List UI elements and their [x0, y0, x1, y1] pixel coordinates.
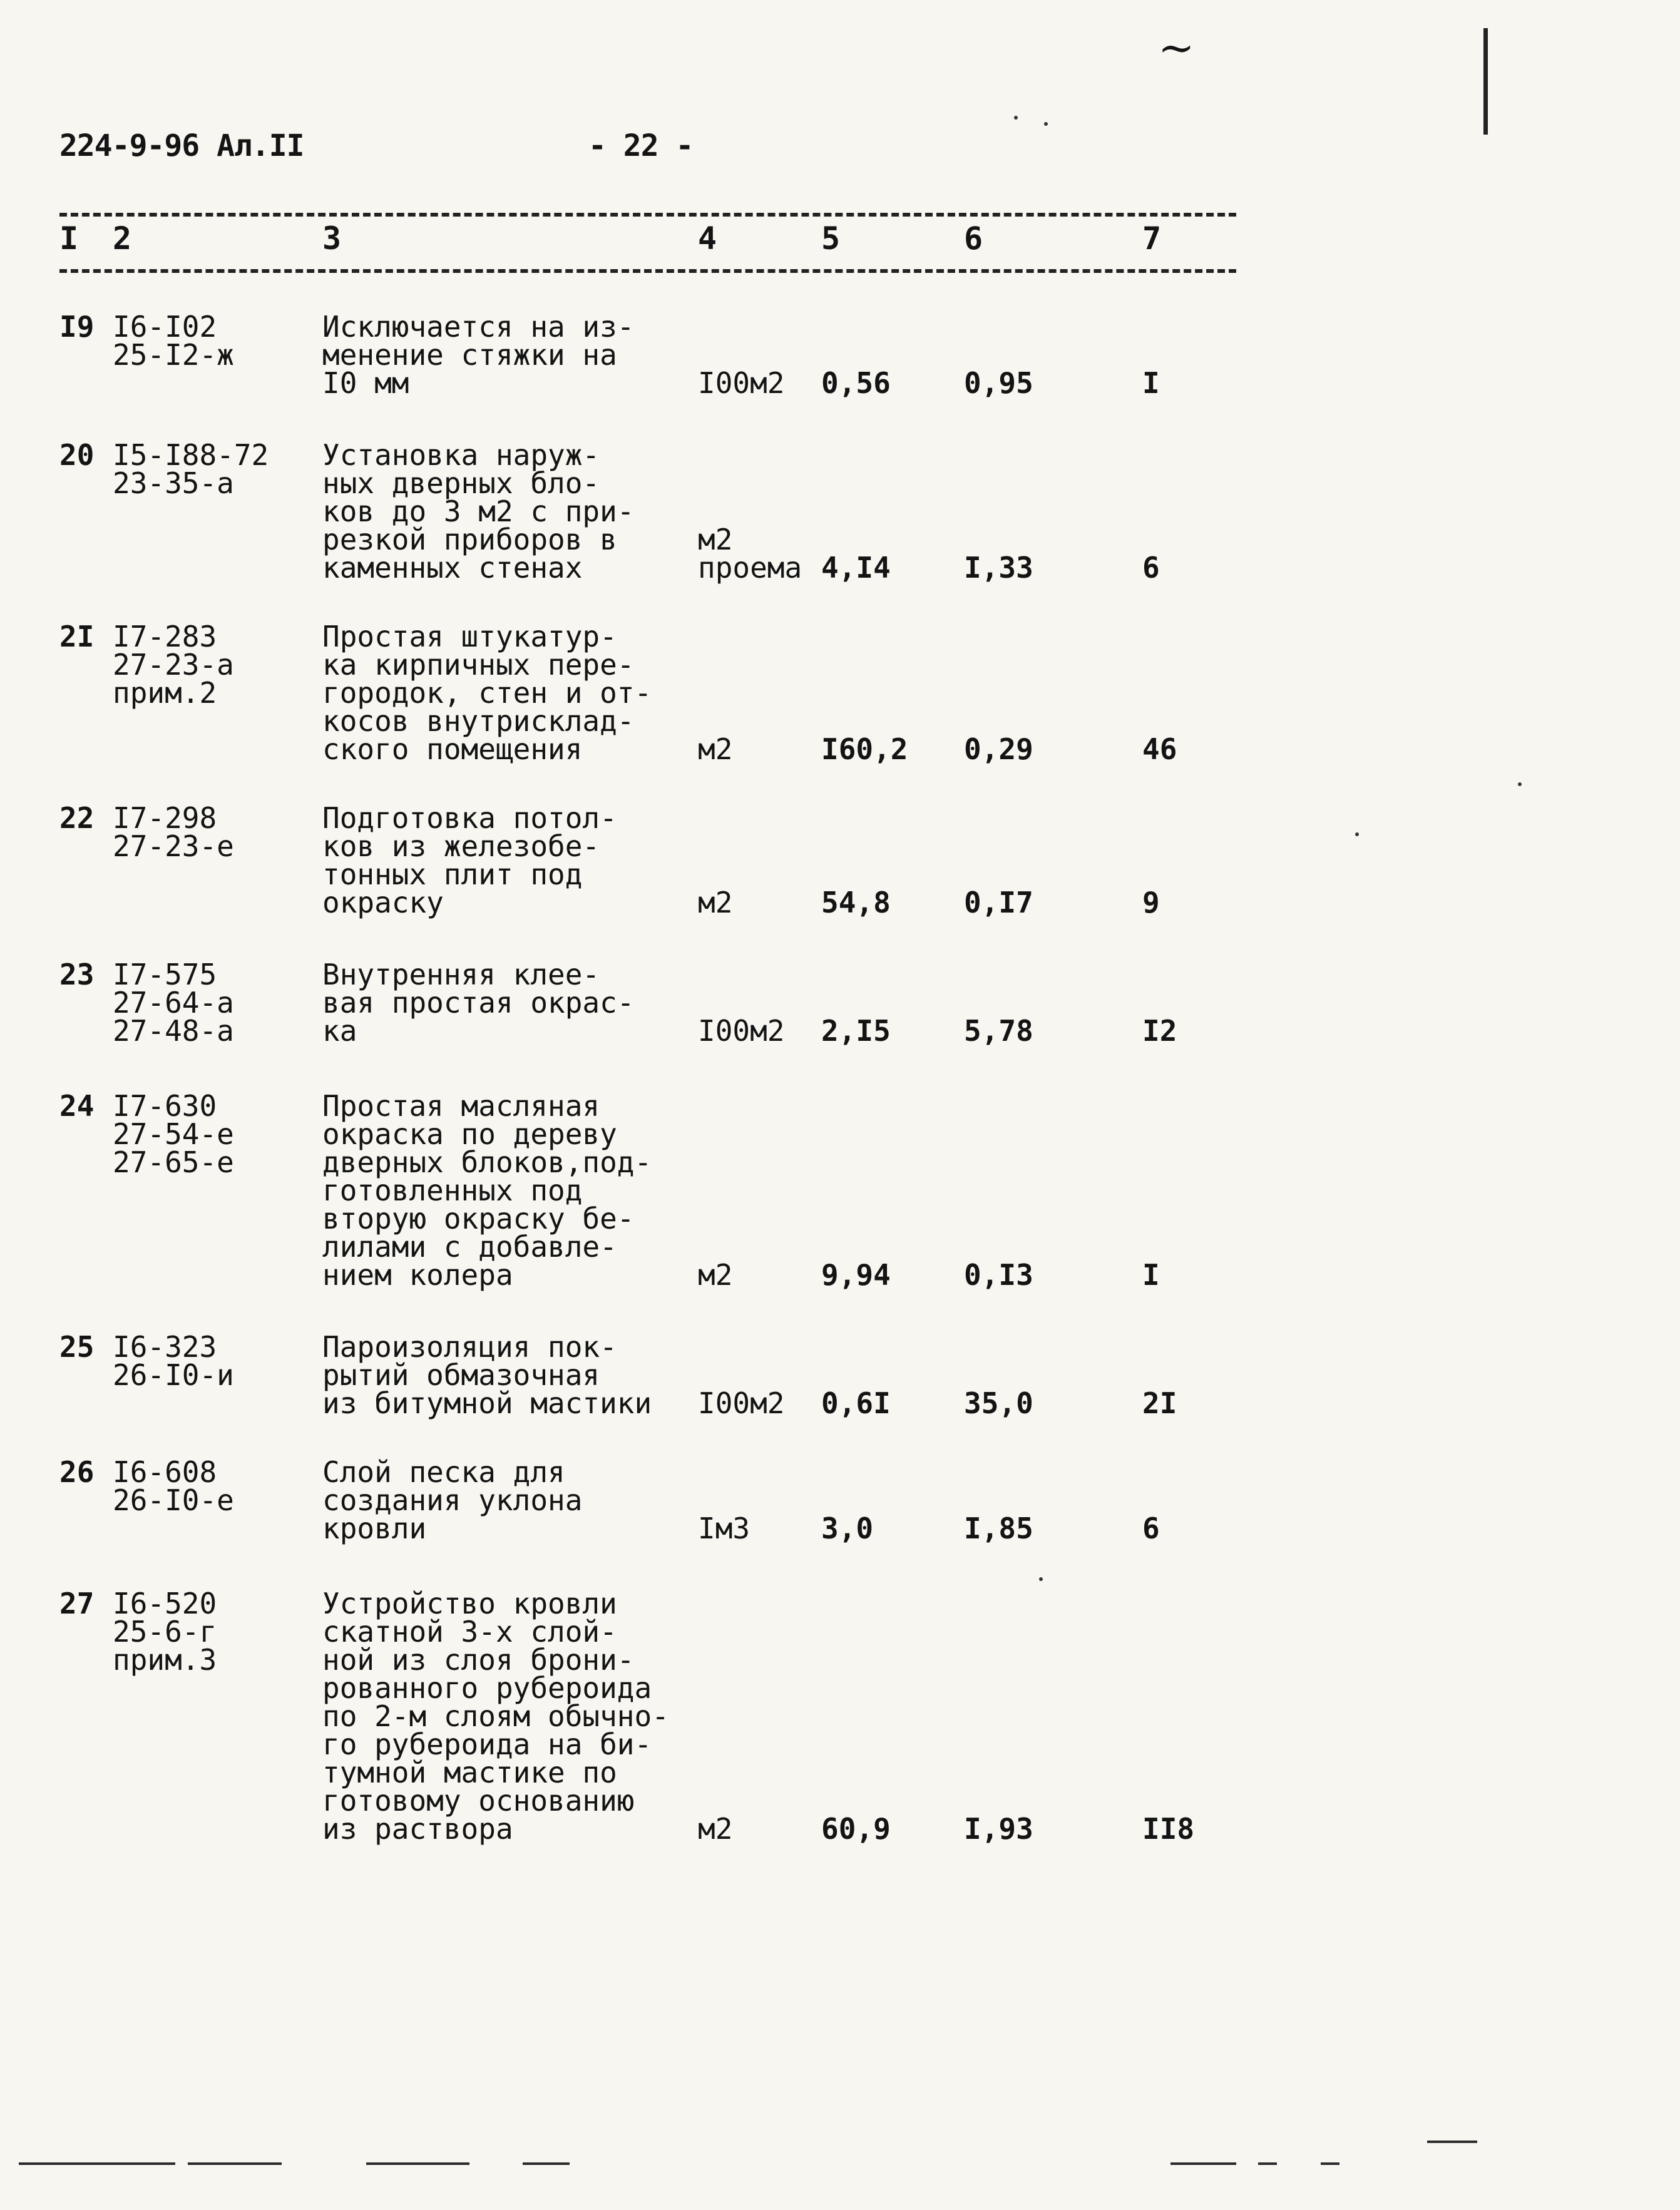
- row-number: 2I: [59, 620, 95, 653]
- document-code: 224-9-96 Ал.II: [59, 128, 304, 163]
- work-description: Слой песка для создания уклона кровли: [322, 1455, 583, 1545]
- work-description: Исключается на из- менение стяжки на I0 мм: [322, 310, 635, 400]
- column-header-3: 3: [322, 220, 342, 257]
- row-number: I9: [59, 310, 95, 344]
- unit-rate: 0,I7: [964, 886, 1033, 919]
- unit-rate: 35,0: [964, 1386, 1033, 1420]
- footer-stroke: [188, 2162, 238, 2165]
- column-header-6: 6: [964, 220, 983, 257]
- footer-stroke: [1427, 2141, 1477, 2143]
- norm-codes: I7-630 27-54-е 27-65-е: [113, 1089, 234, 1179]
- total-value: I: [1142, 366, 1160, 400]
- unit-of-measure: м2: [698, 1258, 733, 1292]
- norm-codes: I6-I02 25-I2-ж: [113, 310, 234, 372]
- row-number: 23: [59, 958, 95, 991]
- norm-codes: I6-520 25-6-г прим.3: [113, 1587, 217, 1677]
- unit-rate: 0,I3: [964, 1258, 1033, 1292]
- scan-speck: [1044, 122, 1048, 126]
- norm-codes: I6-323 26-I0-и: [113, 1330, 234, 1392]
- work-description: Установка наруж- ных дверных бло- ков до 3 м2 с при- резкой приборов в каменных стенах: [322, 438, 635, 585]
- row-number: 20: [59, 438, 95, 472]
- row-number: 24: [59, 1089, 95, 1123]
- norm-codes: I7-575 27-64-а 27-48-а: [113, 958, 234, 1048]
- quantity: 4,I4: [821, 551, 891, 585]
- row-number: 26: [59, 1455, 95, 1489]
- scan-edge-mark: [1483, 28, 1488, 135]
- norm-codes: I7-298 27-23-е: [113, 801, 234, 863]
- total-value: II8: [1142, 1812, 1195, 1846]
- total-value: 46: [1142, 732, 1177, 766]
- unit-rate: I,33: [964, 551, 1033, 585]
- footer-stroke: [19, 2162, 175, 2165]
- total-value: I2: [1142, 1014, 1177, 1048]
- unit-rate: I,93: [964, 1812, 1033, 1846]
- total-value: 9: [1142, 886, 1160, 919]
- column-header-5: 5: [821, 220, 841, 257]
- column-header-1: I: [59, 220, 79, 257]
- footer-stroke: [1321, 2162, 1339, 2165]
- footer-stroke: [366, 2162, 469, 2165]
- scan-speck: [1518, 782, 1522, 786]
- total-value: 6: [1142, 551, 1160, 585]
- unit-rate: I,85: [964, 1512, 1033, 1545]
- norm-codes: I7-283 27-23-а прим.2: [113, 620, 234, 710]
- footer-stroke: [1170, 2162, 1236, 2165]
- row-number: 25: [59, 1330, 95, 1364]
- work-description: Простая масляная окраска по дереву дверных блоков,под- готовленных под вторую окраску бе- лилами с добавле- нием колера: [322, 1089, 652, 1292]
- work-description: Устройство кровли скатной 3-х слой- ной из слоя брони- рованного рубероида по 2-м слоям обычно- го рубероида на би- тумной мастике по готовому основанию из раствора: [322, 1587, 669, 1846]
- work-description: Внутренняя клее- вая простая окрас- ка: [322, 958, 635, 1048]
- total-value: 6: [1142, 1512, 1160, 1545]
- column-header-4: 4: [698, 220, 717, 257]
- scan-speck: [1039, 1577, 1043, 1581]
- unit-rate: 0,29: [964, 732, 1033, 766]
- row-number: 22: [59, 801, 95, 835]
- column-header-7: 7: [1142, 220, 1162, 257]
- scan-speck: [1014, 116, 1018, 120]
- column-header-2: 2: [113, 220, 132, 257]
- unit-of-measure: I00м2: [698, 1014, 785, 1048]
- footer-stroke: [523, 2162, 570, 2165]
- table-header-rule: [59, 269, 1236, 273]
- quantity: I60,2: [821, 732, 908, 766]
- norm-codes: I6-608 26-I0-е: [113, 1455, 234, 1517]
- work-description: Подготовка потол- ков из железобе- тонных плит под окраску: [322, 801, 617, 919]
- quantity: 0,6I: [821, 1386, 891, 1420]
- quantity: 0,56: [821, 366, 891, 400]
- unit-of-measure: м2 проема: [698, 523, 802, 585]
- footer-stroke: [238, 2162, 282, 2165]
- total-value: I: [1142, 1258, 1160, 1292]
- quantity: 3,0: [821, 1512, 874, 1545]
- quantity: 60,9: [821, 1812, 891, 1846]
- row-number: 27: [59, 1587, 95, 1620]
- total-value: 2I: [1142, 1386, 1177, 1420]
- unit-rate: 0,95: [964, 366, 1033, 400]
- unit-rate: 5,78: [964, 1014, 1033, 1048]
- work-description: Простая штукатур- ка кирпичных пере- городок, стен и от- косов внутрисклад- ского помещения: [322, 620, 652, 766]
- quantity: 9,94: [821, 1258, 891, 1292]
- unit-of-measure: I00м2: [698, 1386, 785, 1420]
- footer-stroke: [1258, 2162, 1277, 2165]
- scan-speck: [1355, 832, 1359, 836]
- table-top-rule: [59, 213, 1236, 217]
- page-number: - 22 -: [588, 128, 694, 163]
- handwritten-corner-mark: ~: [1158, 22, 1195, 73]
- norm-codes: I5-I88-72 23-35-а: [113, 438, 269, 500]
- quantity: 2,I5: [821, 1014, 891, 1048]
- unit-of-measure: м2: [698, 1812, 733, 1846]
- work-description: Пароизоляция пок- рытий обмазочная из битумной мастики: [322, 1330, 652, 1420]
- unit-of-measure: Iм3: [698, 1512, 750, 1545]
- quantity: 54,8: [821, 886, 891, 919]
- unit-of-measure: м2: [698, 886, 733, 919]
- unit-of-measure: м2: [698, 732, 733, 766]
- unit-of-measure: I00м2: [698, 366, 785, 400]
